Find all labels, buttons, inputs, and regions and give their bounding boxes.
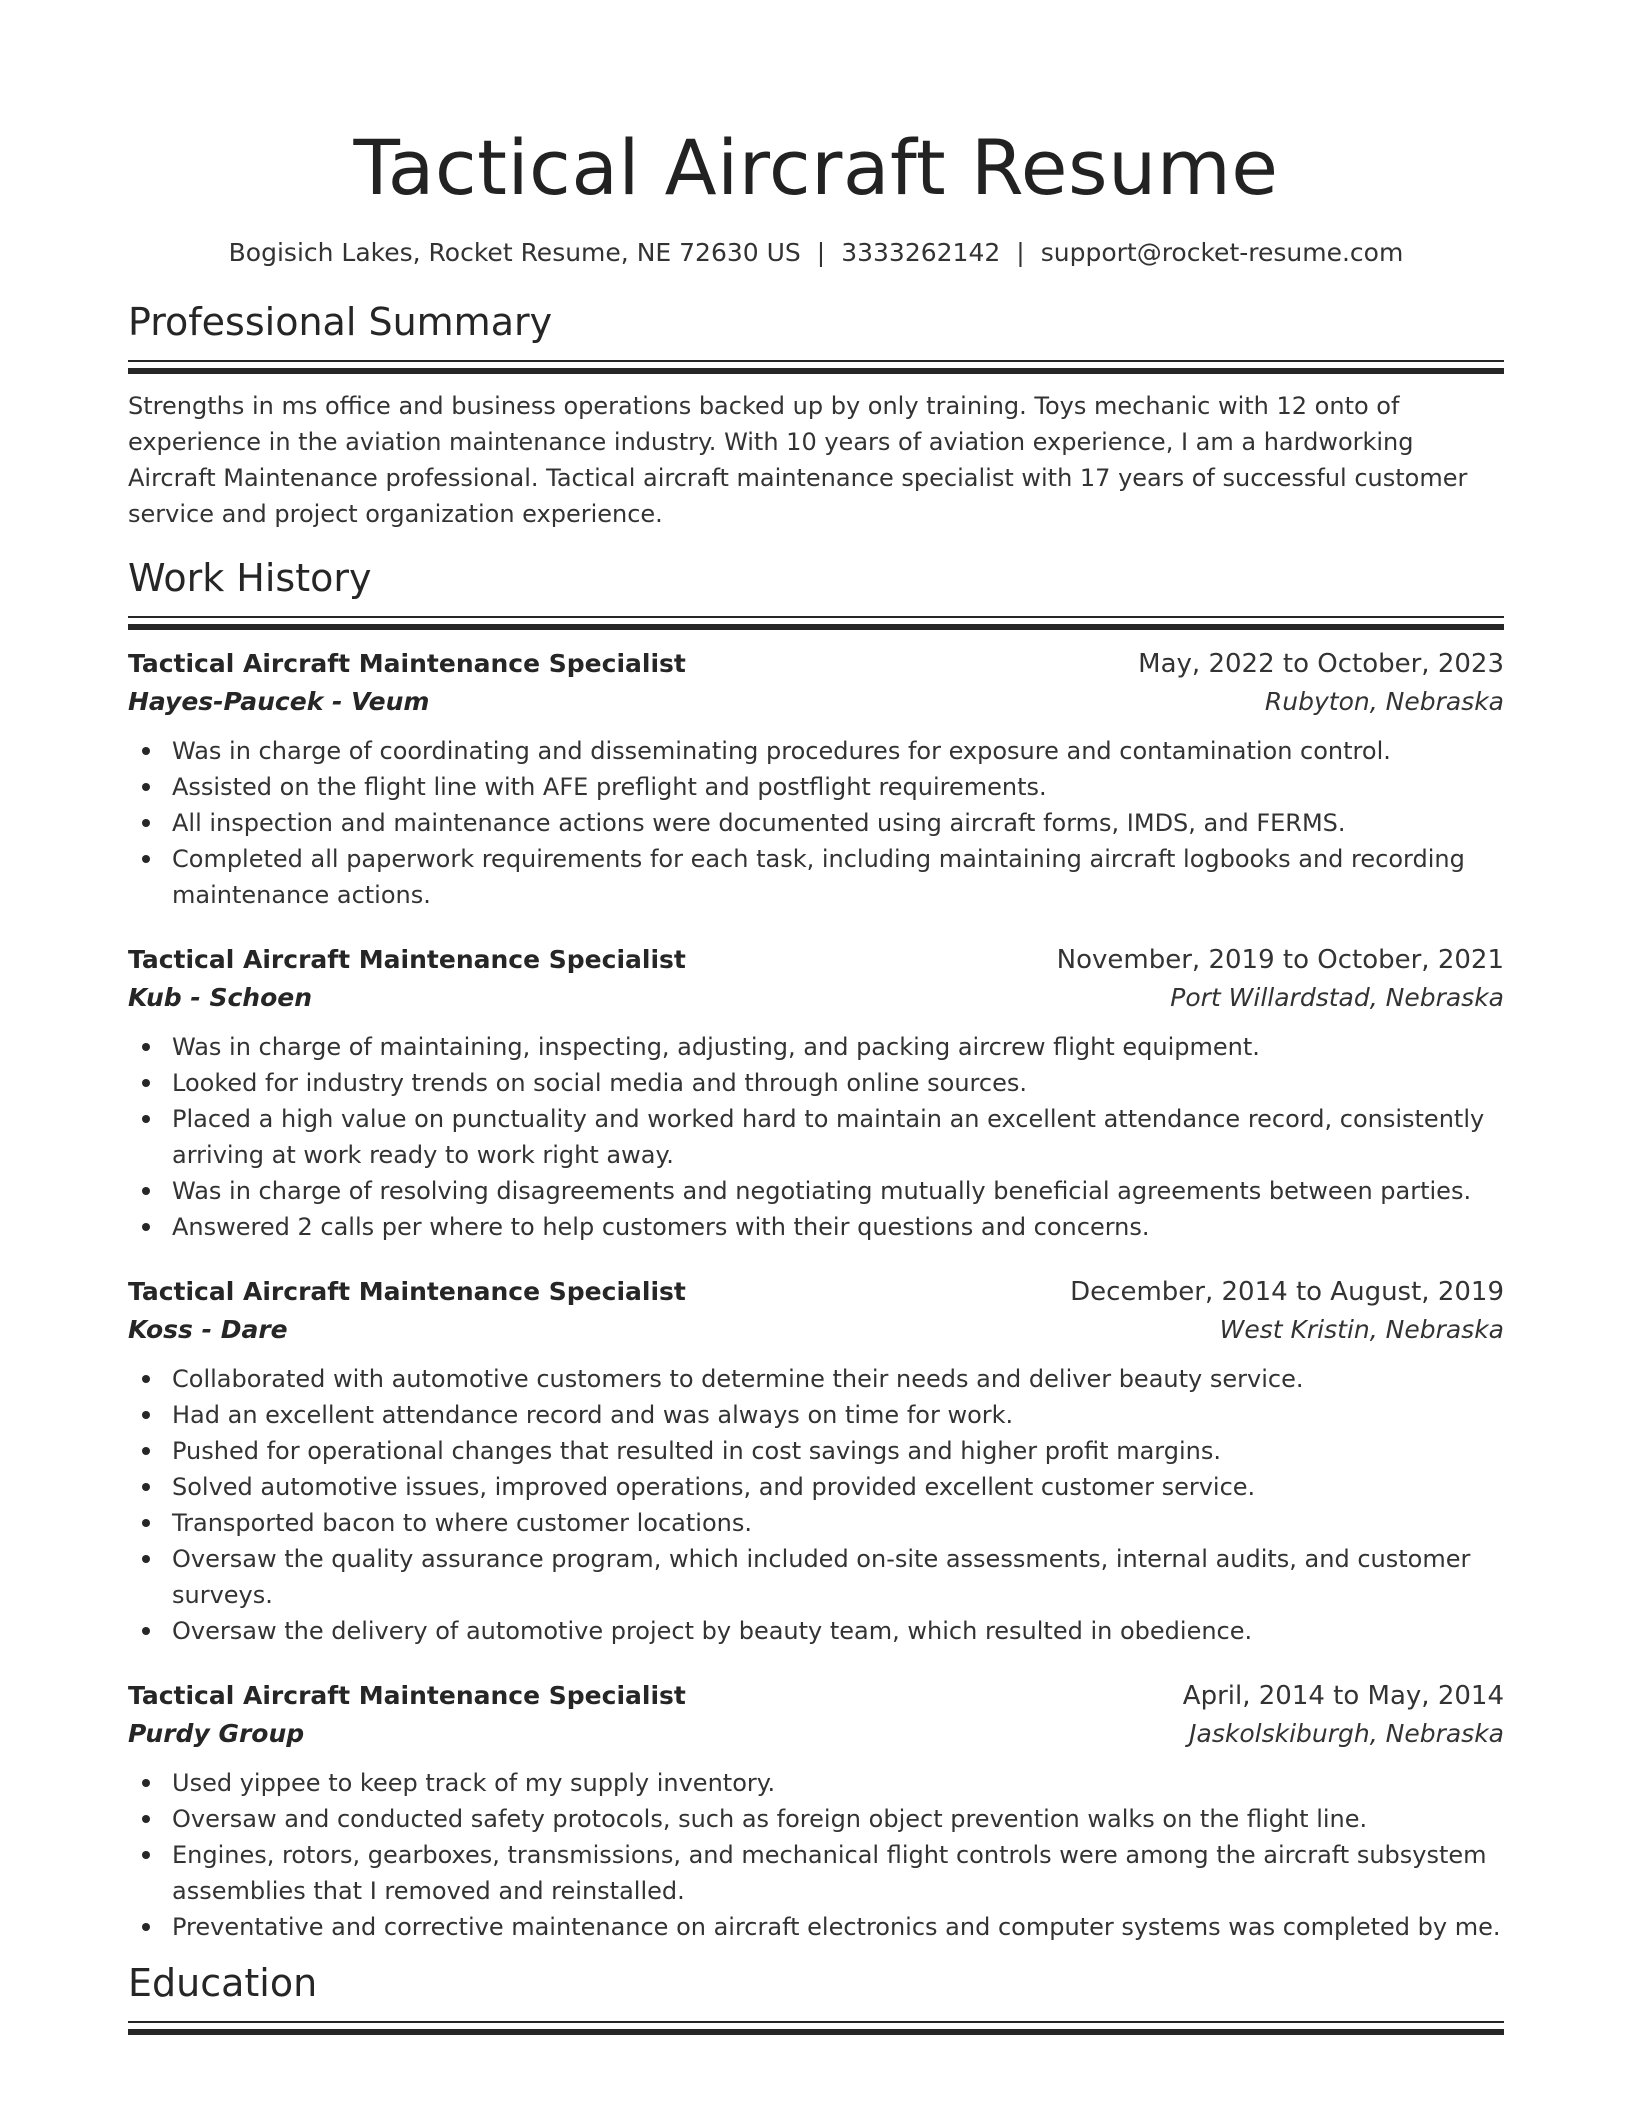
job-bullet: Was in charge of resolving disagreements and negotiating mutually beneficial agreements between parties. — [172, 1173, 1504, 1209]
job-bullet: Solved automotive issues, improved operations, and provided excellent customer service. — [172, 1469, 1504, 1505]
job-company: Kub - Schoen — [128, 983, 313, 1012]
job-location: Jaskolskiburgh, Nebraska — [1189, 1719, 1504, 1748]
resume-page — [128, 0, 1504, 2035]
contact-phone: 3333262142 — [841, 238, 1001, 267]
section-divider — [128, 2021, 1504, 2023]
summary-text: Strengths in ms office and business operations backed up by only training. Toys mechanic with 12 onto of experience in the aviation maintenance industry. With 10 years of aviation experience, I am a hardworking Aircraft Maintenance professional. Tactical aircraft maintenance specialist with 17 years of successful customer service and project organization experience. — [128, 392, 1468, 528]
job-bullet: Collaborated with automotive customers to determine their needs and deliver beauty service. — [172, 1361, 1504, 1397]
job-bullet: Oversaw the delivery of automotive project by beauty team, which resulted in obedience. — [172, 1613, 1504, 1649]
job-bullet-list — [128, 1361, 1504, 1649]
job-location: West Kristin, Nebraska — [1219, 1315, 1504, 1344]
section-heading-work-history: Work History — [128, 556, 372, 600]
job-bullet: Used yippee to keep track of my supply inventory. — [172, 1765, 1504, 1801]
job-location: Rubyton, Nebraska — [1264, 687, 1504, 716]
job-location: Port Willardstad, Nebraska — [1170, 983, 1504, 1012]
job-title: Tactical Aircraft Maintenance Specialist — [128, 945, 686, 974]
job-entry — [128, 645, 1504, 913]
section-divider — [128, 616, 1504, 618]
section-heading-summary: Professional Summary — [128, 300, 553, 344]
contact-email: support@rocket-resume.com — [1040, 238, 1404, 267]
job-bullet: Placed a high value on punctuality and worked hard to maintain an excellent attendance record, consistently arriving at work ready to work right away. — [172, 1101, 1504, 1173]
job-dates: May, 2022 to October, 2023 — [1138, 649, 1504, 679]
job-bullet-list — [128, 733, 1504, 913]
job-bullet: Was in charge of maintaining, inspecting, adjusting, and packing aircrew flight equipment. — [172, 1029, 1504, 1065]
job-bullet: Preventative and corrective maintenance on aircraft electronics and computer systems was completed by me. — [172, 1909, 1504, 1945]
job-bullet: Answered 2 calls per where to help customers with their questions and concerns. — [172, 1209, 1504, 1245]
section-divider — [128, 360, 1504, 362]
job-bullet: Assisted on the flight line with AFE preflight and postflight requirements. — [172, 769, 1504, 805]
job-bullet: Was in charge of coordinating and disseminating procedures for exposure and contamination control. — [172, 733, 1504, 769]
contact-address: Bogisich Lakes, Rocket Resume, NE 72630 US — [228, 238, 801, 267]
section-divider — [128, 624, 1504, 630]
job-bullet: Completed all paperwork requirements for each task, including maintaining aircraft logbooks and recording maintenance actions. — [172, 841, 1504, 913]
summary-section — [128, 298, 1504, 532]
contact-separator: | — [1016, 238, 1025, 267]
job-entry — [128, 1273, 1504, 1649]
job-bullet: Had an excellent attendance record and was always on time for work. — [172, 1397, 1504, 1433]
job-dates: December, 2014 to August, 2019 — [1070, 1277, 1504, 1307]
section-heading-education: Education — [128, 1961, 318, 2005]
job-dates: November, 2019 to October, 2021 — [1056, 945, 1504, 975]
job-entry — [128, 1677, 1504, 1945]
job-title: Tactical Aircraft Maintenance Specialist — [128, 649, 686, 678]
job-bullet-list — [128, 1029, 1504, 1245]
work-history-section — [128, 554, 1504, 1945]
job-bullet: All inspection and maintenance actions were documented using aircraft forms, IMDS, and FERMS. — [172, 805, 1504, 841]
job-company: Hayes-Paucek - Veum — [128, 687, 430, 716]
job-bullet: Looked for industry trends on social media and through online sources. — [172, 1065, 1504, 1101]
job-bullet: Transported bacon to where customer locations. — [172, 1505, 1504, 1541]
contact-separator: | — [816, 238, 826, 267]
job-bullet: Oversaw and conducted safety protocols, such as foreign object prevention walks on the flight line. — [172, 1801, 1504, 1837]
job-bullet-list — [128, 1765, 1504, 1945]
job-bullet: Oversaw the quality assurance program, which included on-site assessments, internal audits, and customer surveys. — [172, 1541, 1504, 1613]
job-dates: April, 2014 to May, 2014 — [1182, 1681, 1504, 1711]
education-section — [128, 1959, 1504, 2035]
job-entry — [128, 941, 1504, 1245]
resume-title: Tactical Aircraft Resume — [353, 123, 1279, 212]
job-company: Purdy Group — [128, 1719, 305, 1748]
job-title: Tactical Aircraft Maintenance Specialist — [128, 1277, 686, 1306]
job-bullet: Engines, rotors, gearboxes, transmissions, and mechanical flight controls were among the aircraft subsystem assemblies that I removed and reinstalled. — [172, 1837, 1504, 1909]
contact-line — [128, 236, 1504, 270]
job-title: Tactical Aircraft Maintenance Specialist — [128, 1681, 686, 1710]
job-bullet: Pushed for operational changes that resulted in cost savings and higher profit margins. — [172, 1433, 1504, 1469]
section-divider — [128, 2029, 1504, 2035]
job-company: Koss - Dare — [128, 1315, 288, 1344]
